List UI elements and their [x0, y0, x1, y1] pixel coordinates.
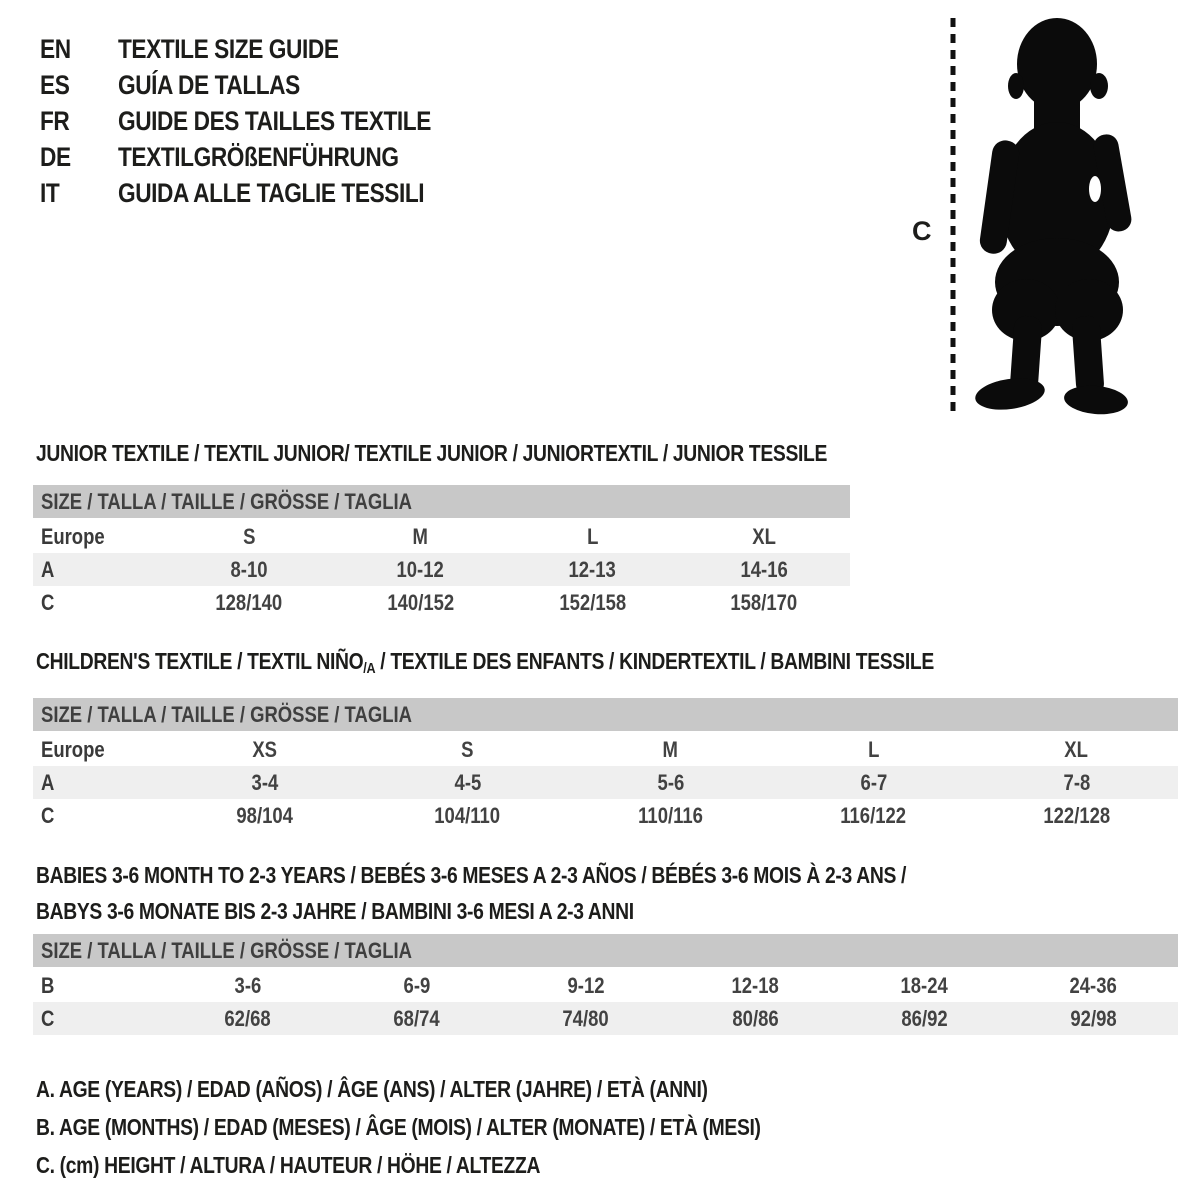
row-label: C — [41, 802, 55, 828]
table-cell: 116/122 — [840, 802, 907, 828]
table-cell: 10-12 — [396, 556, 445, 582]
row-label: Europe — [41, 523, 105, 549]
babies-size-table — [33, 934, 1178, 1035]
table-row — [33, 553, 850, 586]
row-label: C — [41, 589, 55, 615]
lang-title: GUIDA ALLE TAGLIE TESSILI — [118, 177, 425, 208]
size-bar-text: SIZE / TALLA / TAILLE / GRÖSSE / TAGLIA — [41, 489, 412, 514]
children-section-heading — [36, 647, 1200, 683]
table-cell: 104/110 — [434, 802, 501, 828]
table-cell: 62/68 — [224, 1005, 271, 1031]
height-measure-label: C — [912, 216, 932, 246]
size-bar — [33, 485, 850, 518]
junior-section-heading — [36, 439, 1200, 467]
size-bar — [33, 698, 1178, 731]
table-cell: M — [662, 736, 679, 762]
table-cell: L — [586, 523, 599, 549]
table-cell: 18-24 — [900, 972, 948, 998]
table-cell: 7-8 — [1063, 769, 1090, 795]
table-cell: 12-18 — [731, 972, 779, 998]
lang-title: TEXTILGRÖßENFÜHRUNG — [118, 141, 399, 172]
lang-code: FR — [40, 105, 70, 136]
height-figure — [900, 14, 1200, 424]
table-cell: 68/74 — [393, 1005, 440, 1031]
legend — [36, 1070, 1200, 1184]
table-cell: 6-7 — [860, 769, 887, 795]
table-cell: 122/128 — [1043, 802, 1110, 828]
children-size-table — [33, 698, 1178, 832]
table-cell: XL — [1064, 736, 1089, 762]
lang-title: GUIDE DES TAILLES TEXTILE — [118, 105, 431, 136]
lang-code: EN — [40, 33, 71, 64]
table-cell: 152/158 — [558, 589, 626, 615]
children-table-rows — [33, 733, 1178, 832]
table-cell: 5-6 — [657, 769, 684, 795]
babies-section-heading — [36, 857, 1200, 929]
table-cell: XL — [752, 523, 776, 549]
table-row — [33, 766, 1178, 799]
lang-code: IT — [40, 177, 60, 208]
table-cell: 9-12 — [567, 972, 605, 998]
table-cell: 3-6 — [234, 972, 261, 998]
row-label: Europe — [41, 736, 105, 762]
table-cell: 12-13 — [568, 556, 617, 582]
junior-size-table — [33, 485, 850, 619]
row-label: B — [41, 972, 55, 998]
lang-title: GUÍA DE TALLAS — [118, 69, 300, 100]
table-cell: 4-5 — [454, 769, 481, 795]
legend-line-b: B. AGE (MONTHS) / EDAD (MESES) / ÂGE (MOIS) / ALTER (MONATE) / ETÀ (MESI) — [36, 1114, 761, 1140]
table-cell: 86/92 — [901, 1005, 948, 1031]
table-row — [33, 799, 1178, 832]
table-cell: L — [867, 736, 880, 762]
table-cell: 128/140 — [215, 589, 283, 615]
table-row — [33, 733, 1178, 766]
toddler-silhouette-image — [964, 16, 1136, 420]
row-label: A — [41, 769, 55, 795]
junior-table-rows — [33, 520, 850, 619]
table-row — [33, 586, 850, 619]
table-cell: 24-36 — [1069, 972, 1118, 998]
size-bar-text: SIZE / TALLA / TAILLE / GRÖSSE / TAGLIA — [41, 702, 412, 727]
size-bar-text: SIZE / TALLA / TAILLE / GRÖSSE / TAGLIA — [41, 938, 412, 963]
lang-code: DE — [40, 141, 71, 172]
table-cell: S — [242, 523, 256, 549]
height-dashed-line — [950, 18, 956, 418]
table-row — [33, 969, 1178, 1002]
table-row — [33, 1002, 1178, 1035]
row-label: A — [41, 556, 55, 582]
babies-heading-line2: BABYS 3-6 MONATE BIS 2-3 JAHRE / BAMBINI 3-6 MESI A 2-3 ANNI — [36, 898, 634, 924]
table-cell: 92/98 — [1070, 1005, 1117, 1031]
table-cell: 110/116 — [638, 802, 703, 828]
table-cell: 80/86 — [731, 1005, 779, 1031]
children-heading-text: CHILDREN'S TEXTILE / TEXTIL $NIÑO_{/A}$ / TEXTILE DES ENFANTS / KINDERTEXTIL / BAMBINI TESSILE — [36, 648, 934, 677]
legend-line-a: A. AGE (YEARS) / EDAD (AÑOS) / ÂGE (ANS) / ALTER (JAHRE) / ETÀ (ANNI) — [36, 1076, 708, 1102]
lang-title: TEXTILE SIZE GUIDE — [118, 33, 339, 64]
table-cell: 74/80 — [562, 1005, 610, 1031]
babies-table-rows — [33, 969, 1178, 1035]
table-cell: 8-10 — [230, 556, 268, 582]
table-cell: 140/152 — [387, 589, 455, 615]
table-cell: M — [412, 523, 429, 549]
legend-line-c: C. (cm) HEIGHT / ALTURA / HAUTEUR / HÖHE / ALTEZZA — [36, 1152, 541, 1178]
table-cell: 6-9 — [403, 972, 431, 998]
table-row — [33, 520, 850, 553]
table-cell: 3-4 — [251, 769, 278, 795]
row-label: C — [41, 1005, 55, 1031]
junior-heading-text: JUNIOR TEXTILE / TEXTIL JUNIOR/ TEXTILE JUNIOR / JUNIORTEXTIL / JUNIOR TESSILE — [36, 440, 828, 466]
babies-heading-line1: BABIES 3-6 MONTH TO 2-3 YEARS / BEBÉS 3-6 MESES A 2-3 AÑOS / BÉBÉS 3-6 MOIS À 2-3 ANS / — [36, 862, 907, 888]
table-cell: S — [461, 736, 474, 762]
lang-code: ES — [40, 69, 70, 100]
table-cell: XS — [252, 736, 277, 762]
size-bar — [33, 934, 1178, 967]
table-cell: 14-16 — [740, 556, 788, 582]
heading-subscript: /A — [363, 660, 376, 677]
table-cell: 98/104 — [236, 802, 293, 828]
table-cell: 158/170 — [730, 589, 798, 615]
